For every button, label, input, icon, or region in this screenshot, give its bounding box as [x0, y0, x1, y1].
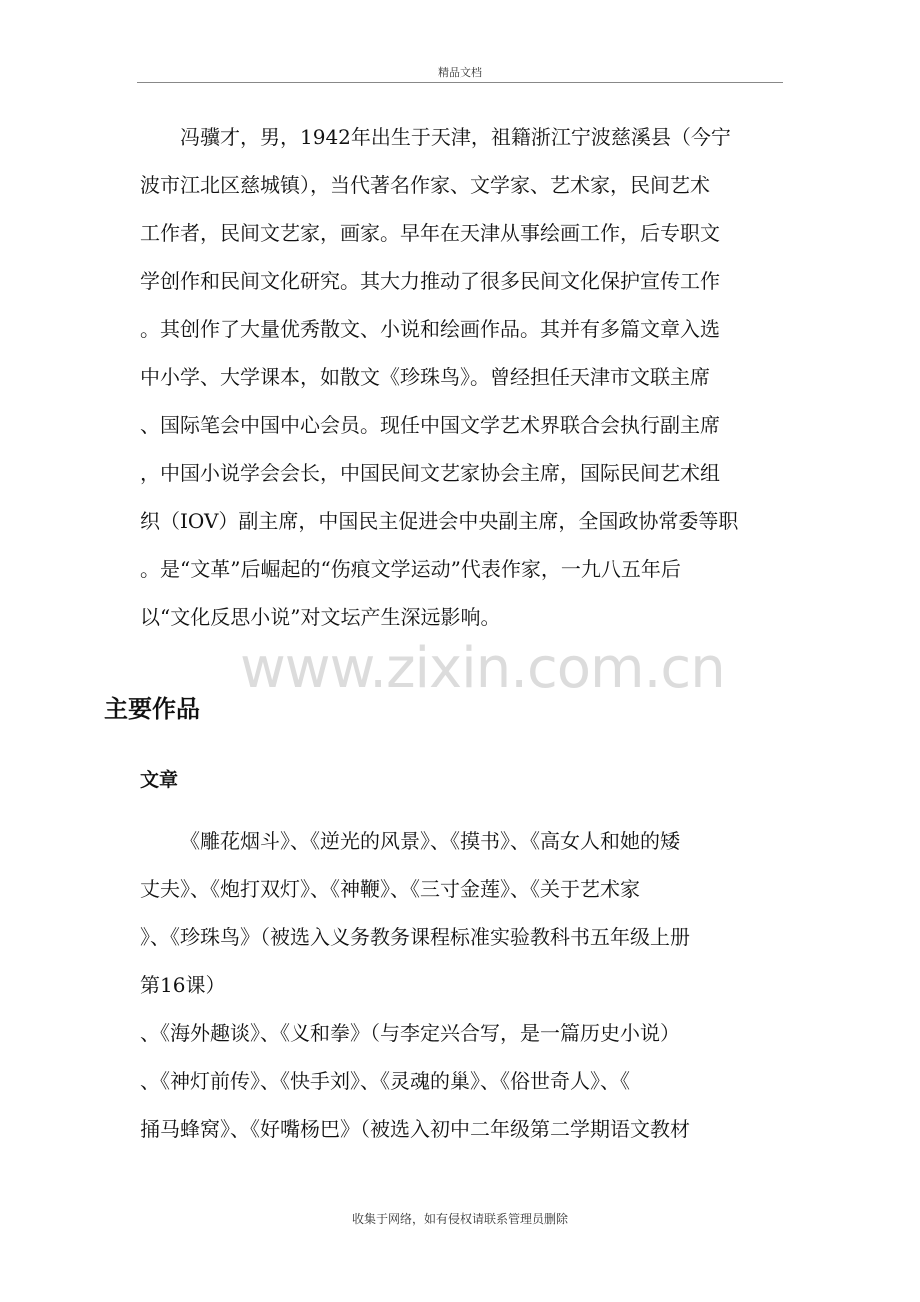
header-divider	[137, 82, 783, 83]
bio-line: 中小学、大学课本，如散文《珍珠鸟》。曾经担任天津市文联主席	[140, 365, 710, 389]
works-line: 捅马蜂窝》、《好嘴杨巴》（被选入初中二年级第二学期语文教材	[140, 1117, 690, 1141]
bio-line: 波市江北区慈城镇），当代著名作家、文学家、艺术家，民间艺术	[140, 173, 710, 197]
biography-paragraph	[140, 113, 782, 641]
works-line: 、《海外趣谈》、《义和拳》（与李定兴合写，是一篇历史小说）	[140, 1021, 680, 1045]
bio-line: ，中国小说学会会长，中国民间文艺家协会主席，国际民间艺术组	[140, 461, 720, 485]
works-line: 《雕花烟斗》、《逆光的风景》、《摸书》、《高女人和她的矮	[180, 829, 680, 853]
bio-line: 、国际笔会中国中心会员。现任中国文学艺术界联合会执行副主席	[140, 413, 720, 437]
bio-line: 。是“文革”后崛起的“伤痕文学运动”代表作家，一九八五年后	[140, 557, 681, 581]
section-heading: 主要作品	[104, 695, 200, 723]
bio-line: 工作者，民间文艺家，画家。早年在天津从事绘画工作，后专职文	[140, 221, 720, 245]
subsection-heading: 文章	[140, 769, 179, 791]
works-line: 》、《珍珠鸟》（被选入义务教务课程标准实验教科书五年级上册	[140, 925, 690, 949]
bio-line: 冯骥才，男，1942年出生于天津，祖籍浙江宁波慈溪县（今宁	[180, 125, 731, 149]
works-list-paragraph	[140, 817, 782, 1153]
works-line: 、《神灯前传》、《快手刘》、《灵魂的巢》、《俗世奇人》、《	[140, 1069, 630, 1093]
bio-line: 。其创作了大量优秀散文、小说和绘画作品。其并有多篇文章入选	[140, 317, 720, 341]
works-line: 丈夫》、《炮打双灯》、《神鞭》、《三寸金莲》、《关于艺术家	[140, 877, 640, 901]
watermark: www.zixin.com.cn	[240, 636, 725, 701]
bio-line: 以“文化反思小说”对文坛产生深远影响。	[140, 605, 501, 629]
works-line: 第16课）	[140, 973, 226, 997]
bio-line: 学创作和民间文化研究。其大力推动了很多民间文化保护宣传工作	[140, 269, 720, 293]
page-footer: 收集于网络，如有侵权请联系管理员删除	[351, 1212, 568, 1226]
bio-line: 织（IOV）副主席，中国民主促进会中央副主席，全国政协常委等职	[140, 509, 739, 533]
page-header: 精品文档	[438, 66, 482, 79]
